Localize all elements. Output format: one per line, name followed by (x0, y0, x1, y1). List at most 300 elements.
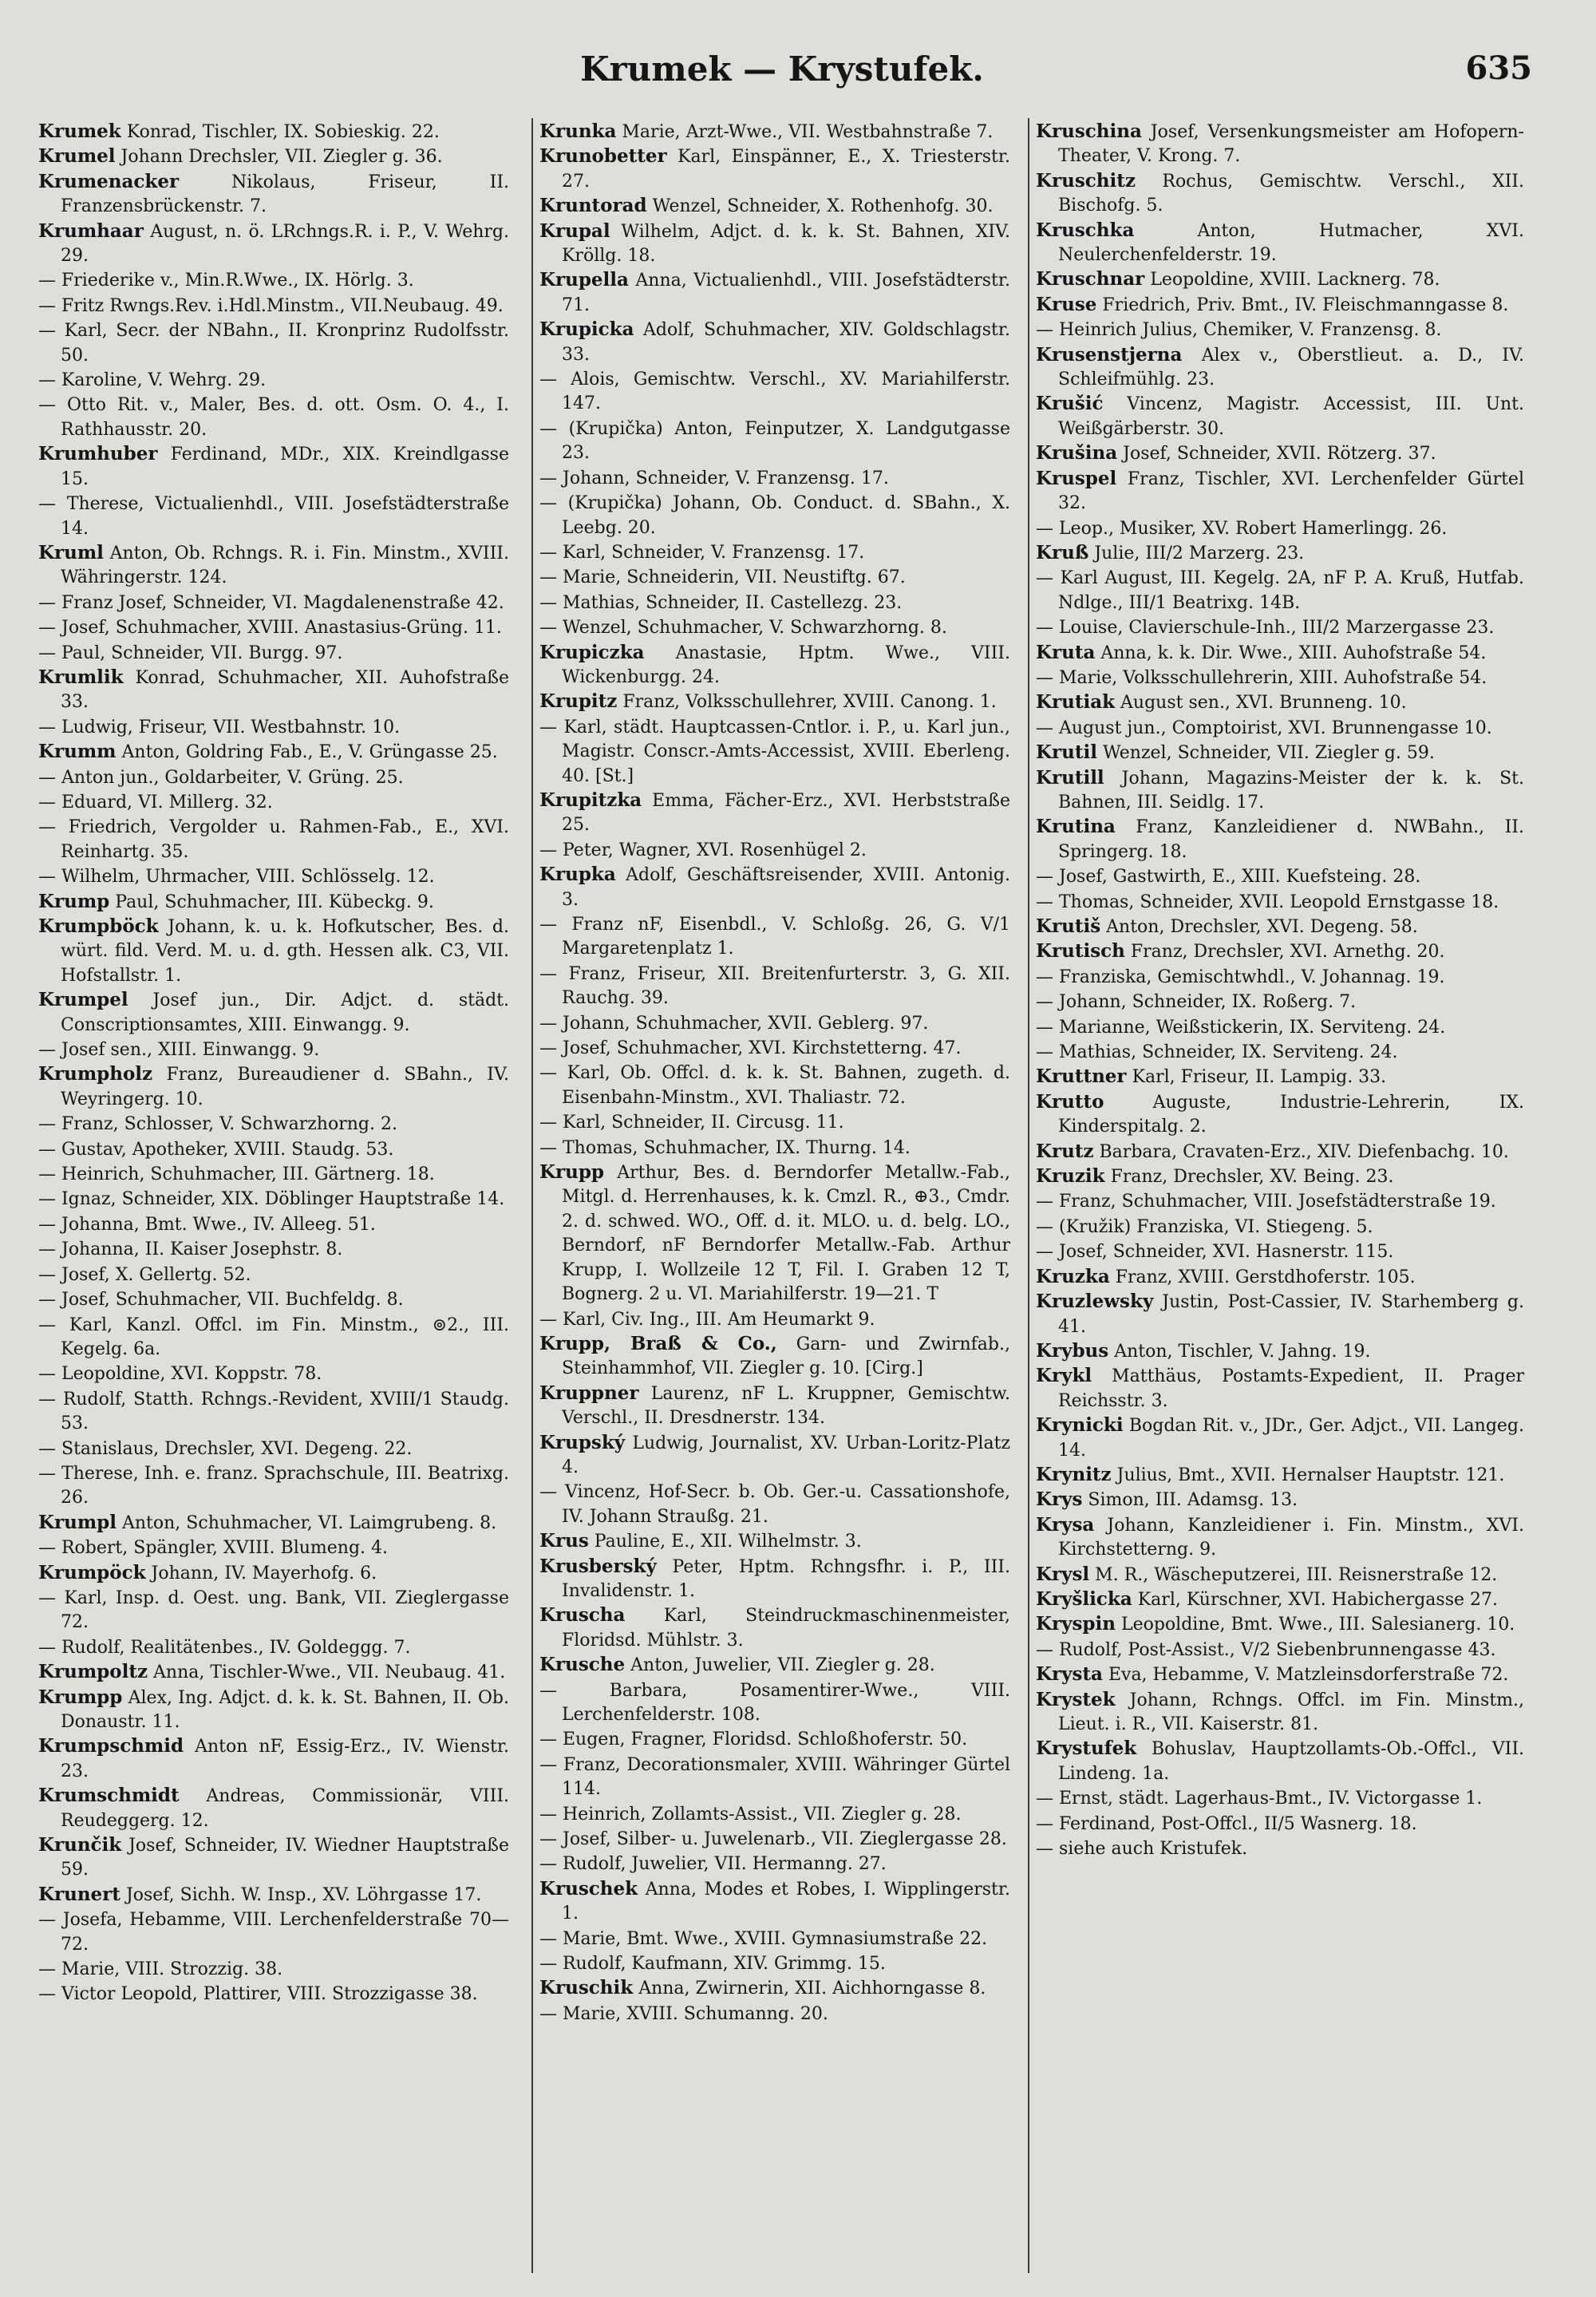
directory-entry (539, 1678, 1010, 1728)
directory-entry (1036, 1812, 1524, 1836)
entry-details: — Karl, Ob. Offcl. d. k. k. St. Bahnen, zugeth. d. Eisenbahn-Minstm., XVI. Thaliastr. 72. (539, 1063, 1010, 1108)
column-divider (1028, 118, 1029, 2273)
entry-details: — Karl, Kanzl. Offcl. im Fin. Minstm., ⊚2., III. Kegelg. 6a. (38, 1315, 509, 1359)
entry-details: Arthur, Bes. d. Berndorfer Metallw.-Fab., Mitgl. d. Herrenhauses, k. k. Cmzl. R., ⊕3., Cmdr. 2. d. schwed. WO., Off. d. it. MLO. u. d. belg. LO., Berndorf, nF Berndorfer Metallw.-Fab. Arthur Krupp, I. Wollzeile 12 T, Fil. I. Graben 12 T, Bognerg. 2 u. VI. Mariahilferstr. 19—21. T (562, 1163, 1010, 1305)
entry-details: Nikolaus, Friseur, II. Franzensbrückenstr. 7. (61, 172, 510, 217)
entry-details: — Eugen, Fragner, Floridsd. Schloßhoferstr. 50. (539, 1730, 968, 1750)
directory-entry (1036, 965, 1524, 990)
directory-entry (38, 170, 509, 219)
entry-details: — Karl, städt. Hauptcassen-Cntlor. i. P., u. Karl jun., Magistr. Conscr.-Amts-Accessist, XVIII. Eberleng. 40. [St.] (539, 717, 1010, 786)
directory-entry (1036, 766, 1524, 816)
entry-details: Karl, Kürschner, XVI. Habichergasse 27. (1137, 1589, 1498, 1610)
entry-surname: Kryspin (1036, 1613, 1116, 1635)
entry-details: M. R., Wäscheputzerei, III. Reisnerstraße 12. (1095, 1564, 1498, 1585)
entry-details: — Alois, Gemischtw. Verschl., XV. Mariahilferstr. 147. (539, 370, 1010, 414)
entry-surname: Krunka (539, 121, 617, 142)
entry-details: — Thomas, Schneider, XVII. Leopold Ernstgasse 18. (1036, 892, 1499, 912)
directory-entry (38, 1062, 509, 1112)
directory-entry (1036, 516, 1524, 541)
entry-details: — Peter, Wagner, XVI. Rosenhügel 2. (539, 840, 867, 860)
directory-entry (1036, 990, 1524, 1014)
directory-entry (539, 1653, 1010, 1678)
directory-entry (1036, 1587, 1524, 1612)
directory-entry (1036, 939, 1524, 964)
entry-surname: Krumel (38, 145, 116, 168)
entry-details: Paul, Schuhmacher, III. Kübeckg. 9. (115, 892, 434, 912)
directory-entry (1036, 1339, 1524, 1364)
entry-details: — Marianne, Weißstickerin, IX. Serviteng. 24. (1036, 1017, 1446, 1038)
directory-entry (38, 641, 509, 666)
entry-details: Konrad, Tischler, IX. Sobieskig. 22. (126, 122, 440, 142)
entry-details: Wenzel, Schneider, X. Rothenhofg. 30. (652, 196, 994, 217)
directory-entry (38, 442, 509, 492)
entry-details: — Otto Rit. v., Maler, Bes. d. ott. Osm. O. 4., I. Rathhausstr. 20. (38, 395, 509, 440)
entry-surname: Krystek (1036, 1688, 1116, 1710)
entry-surname: Kruzka (1036, 1265, 1110, 1287)
entry-details: — Vincenz, Hof-Secr. b. Ob. Ger.-u. Cassationshofe, IV. Johann Straußg. 21. (539, 1482, 1010, 1527)
directory-entry (38, 988, 509, 1038)
entry-details: — (Krupička) Anton, Feinputzer, X. Landgutgasse 23. (539, 418, 1010, 464)
directory-entry (1036, 1413, 1524, 1463)
directory-entry (1036, 1164, 1524, 1189)
entry-surname: Kruse (1036, 293, 1097, 315)
entry-surname: Krutil (1036, 741, 1097, 764)
directory-entry (38, 591, 509, 615)
directory-entry (1036, 864, 1524, 889)
entry-surname: Krusberský (539, 1555, 657, 1577)
directory-entry (38, 1038, 509, 1062)
entry-details: Bogdan Rit. v., JDr., Ger. Adjct., VII. Langeg. 14. (1058, 1416, 1525, 1461)
entry-surname: Krys (1036, 1489, 1083, 1511)
directory-entry (1036, 1786, 1524, 1811)
entry-surname: Krunert (38, 1883, 120, 1905)
directory-entry (38, 318, 509, 368)
column-divider (531, 118, 533, 2273)
entry-surname: Krysa (1036, 1513, 1095, 1536)
entry-surname: Krumpböck (38, 915, 159, 937)
entry-details: Josef, Sichh. W. Insp., XV. Löhrgasse 17. (125, 1884, 482, 1905)
directory-entry (1036, 343, 1524, 393)
entry-details: Ludwig, Journalist, XV. Urban-Loritz-Platz 4. (562, 1433, 1011, 1477)
entry-surname: Krusenstjerna (1036, 343, 1183, 366)
entry-surname: Kruschek (539, 1877, 638, 1900)
directory-entry (539, 367, 1010, 417)
entry-details: Josef, Schneider, XVII. Rötzerg. 37. (1123, 444, 1436, 465)
directory-entry (539, 1160, 1010, 1307)
entry-details: Garn- und Zwirnfab., Steinhammhof, VII. Ziegler g. 10. [Cirg.] (562, 1334, 1010, 1379)
directory-entry (539, 1603, 1010, 1653)
directory-entry (539, 318, 1010, 367)
directory-entry (539, 789, 1010, 838)
directory-entry (539, 1480, 1010, 1529)
directory-entry (539, 1753, 1010, 1802)
entry-surname: Krupský (539, 1431, 626, 1453)
entry-details: — Mathias, Schneider, IX. Serviteng. 24. (1036, 1042, 1398, 1063)
entry-details: Johann, IV. Mayerhofg. 6. (151, 1563, 377, 1583)
page-title: Krumek — Krystufek. (580, 49, 984, 89)
entry-details: — August jun., Comptoirist, XVI. Brunnengasse 10. (1036, 718, 1492, 738)
directory-entry (1036, 219, 1524, 268)
entry-details: Anastasie, Hptm. Wwe., VIII. Wickenburgg. 24. (562, 642, 1010, 687)
entry-details: Simon, III. Adamsg. 13. (1088, 1490, 1298, 1511)
directory-entry (38, 294, 509, 318)
entry-surname: Krumhuber (38, 443, 158, 465)
directory-entry (539, 1852, 1010, 1876)
entry-details: — Louise, Clavierschule-Inh., III/2 Marzergasse 23. (1036, 618, 1495, 638)
entry-details: — Josef, Schuhmacher, VII. Buchfeldg. 8. (38, 1290, 404, 1311)
entry-details: Franz, Kanzleidiener d. NWBahn., II. Springerg. 18. (1058, 817, 1524, 862)
directory-entry (38, 1437, 509, 1461)
directory-entry (1036, 666, 1524, 690)
directory-entry (38, 1833, 509, 1883)
directory-entry (539, 144, 1010, 194)
directory-entry (539, 1976, 1010, 2001)
directory-entry (38, 1586, 509, 1635)
directory-entry (38, 1313, 509, 1362)
entry-details: — Therese, Inh. e. franz. Sprachschule, III. Beatrixg. 26. (38, 1463, 509, 1508)
entry-details: Josef jun., Dir. Adjct. d. städt. Conscriptionsamtes, XIII. Einwangg. 9. (61, 990, 509, 1035)
directory-entry (38, 541, 509, 591)
entry-details: — Rudolf, Kaufmann, XIV. Grimmg. 15. (539, 1954, 886, 1975)
directory-entry (539, 1827, 1010, 1852)
entry-details: Johann Drechsler, VII. Ziegler g. 36. (120, 147, 443, 168)
entry-surname: Krutiš (1036, 915, 1101, 937)
entry-details: Julie, III/2 Marzerg. 23. (1094, 543, 1305, 563)
entry-surname: Krupiczka (539, 641, 645, 663)
entry-details: Anton, Schuhmacher, VI. Laimgrubeng. 8. (122, 1512, 497, 1533)
directory-entry (1036, 1015, 1524, 1040)
directory-entry (1036, 1463, 1524, 1488)
entry-surname: Krupka (539, 864, 616, 886)
directory-entry (1036, 541, 1524, 566)
entry-details: — Thomas, Schuhmacher, IX. Thurng. 14. (539, 1137, 911, 1158)
entry-details: — Fritz Rwngs.Rev. i.Hdl.Minstm., VII.Neubaug. 49. (38, 295, 504, 316)
entry-surname: Krysl (1036, 1563, 1090, 1585)
directory-entry (539, 615, 1010, 640)
directory-entry (1036, 1688, 1524, 1738)
entry-surname: Krumpl (38, 1511, 117, 1533)
entry-surname: Kruschnar (1036, 268, 1145, 291)
entry-details: — Barbara, Posamentirer-Wwe., VIII. Lerchenfelderstr. 108. (539, 1680, 1010, 1725)
entry-details: Ferdinand, MDr., XIX. Kreindlgasse 15. (61, 445, 509, 489)
entry-details: — Johann, Schneider, V. Franzensg. 17. (539, 468, 889, 488)
entry-details: Anna, k. k. Dir. Wwe., XIII. Auhofstraße 54. (1100, 642, 1487, 663)
directory-entry (539, 1727, 1010, 1752)
entry-details: — Ernst, städt. Lagerhaus-Bmt., IV. Victorgasse 1. (1036, 1789, 1483, 1809)
directory-entry (539, 641, 1010, 690)
entry-details: Anton, Goldring Fab., E., V. Grüngasse 25. (121, 742, 498, 763)
directory-entry (539, 1927, 1010, 1951)
entry-details: — Rudolf, Post-Assist., V/2 Siebenbrunnengasse 43. (1036, 1639, 1496, 1660)
entry-details: — Josef, Silber- u. Juwelenarb., VII. Zieglergasse 28. (539, 1829, 1007, 1850)
entry-details: — Franz, Schuhmacher, VIII. Josefstädterstraße 19. (1036, 1192, 1496, 1212)
directory-column-1 (38, 120, 509, 2007)
directory-entry (38, 1263, 509, 1287)
directory-entry (539, 690, 1010, 714)
entry-details: — Leop., Musiker, XV. Robert Hamerlingg. 26. (1036, 518, 1448, 539)
entry-surname: Krutiak (1036, 691, 1116, 714)
entry-surname: Krunčik (38, 1834, 122, 1856)
directory-column-3 (1036, 120, 1524, 1861)
directory-entry (38, 1162, 509, 1187)
entry-details: — Marie, VIII. Strozzig. 38. (38, 1959, 283, 1980)
entry-details: — Karl, Schneider, II. Circusg. 11. (539, 1113, 844, 1133)
directory-entry (539, 1036, 1010, 1061)
directory-entry (38, 1362, 509, 1386)
entry-surname: Kruml (38, 541, 104, 563)
entry-details: — Karl, Schneider, V. Franzensg. 17. (539, 542, 865, 563)
entry-details: — Franz, Schlosser, V. Schwarzhorng. 2. (38, 1114, 397, 1135)
directory-entry (38, 615, 509, 640)
entry-details: Josef, Versenkungsmeister am Hofopern-Theater, V. Krong. 7. (1058, 122, 1524, 167)
entry-details: — Heinrich, Schuhmacher, III. Gärtnerg. 18. (38, 1164, 435, 1185)
directory-entry (1036, 1737, 1524, 1786)
entry-surname: Krumpel (38, 989, 128, 1011)
directory-entry (1036, 1065, 1524, 1089)
directory-entry (38, 1511, 509, 1536)
directory-entry (539, 1877, 1010, 1927)
directory-entry (1036, 1290, 1524, 1339)
entry-surname: Krupp, Braß & Co., (539, 1332, 777, 1354)
directory-entry (38, 715, 509, 740)
entry-details: — Marie, Schneiderin, VII. Neustiftg. 67. (539, 567, 906, 588)
entry-surname: Krybus (1036, 1339, 1109, 1362)
directory-entry (1036, 169, 1524, 219)
directory-entry (1036, 890, 1524, 915)
entry-details: — Eduard, VI. Millerg. 32. (38, 792, 273, 812)
directory-entry (1036, 293, 1524, 318)
entry-details: Johann, Rchngs. Offcl. im Fin. Minstm., Lieut. i. R., VII. Kaiserstr. 81. (1058, 1690, 1525, 1734)
entry-details: — Johann, Schuhmacher, XVII. Geblerg. 97. (539, 1013, 929, 1034)
directory-entry (38, 268, 509, 293)
entry-details: — Franz nF, Eisenbdl., V. Schloßg. 26, G. V/1 Margaretenplatz 1. (539, 915, 1010, 959)
entry-details: — Marie, Bmt. Wwe., XVIII. Gymnasiumstraße 22. (539, 1928, 988, 1949)
directory-entry (539, 1110, 1010, 1135)
entry-details: Adolf, Geschäftsreisender, XVIII. Antonig. 3. (562, 865, 1010, 910)
entry-surname: Kruppner (539, 1382, 639, 1404)
entry-details: — Johann, Schneider, IX. Roßerg. 7. (1036, 992, 1357, 1013)
entry-details: Anton, Ob. Rchngs. R. i. Fin. Minstm., XVIII. Währingerstr. 124. (61, 543, 509, 588)
entry-details: — Gustav, Apotheker, XVIII. Staudg. 53. (38, 1139, 394, 1160)
entry-surname: Krupicka (539, 318, 634, 341)
entry-details: Marie, Arzt-Wwe., VII. Westbahnstraße 7. (622, 122, 994, 142)
page-header (32, 49, 1532, 105)
entry-details: August sen., XVI. Brunneng. 10. (1120, 693, 1407, 714)
entry-surname: Krutisch (1036, 940, 1125, 963)
entry-details: Emma, Fächer-Erz., XVI. Herbststraße 25. (562, 790, 1010, 836)
entry-details: — Ignaz, Schneider, XIX. Döblinger Hauptstraße 14. (38, 1189, 505, 1210)
entry-details: Josef, Schneider, IV. Wiedner Hauptstraße 59. (61, 1836, 509, 1880)
directory-entry (1036, 690, 1524, 715)
entry-surname: Krus (539, 1530, 589, 1552)
directory-entry (539, 194, 1010, 219)
directory-entry (539, 912, 1010, 962)
directory-column-2 (539, 120, 1010, 2026)
entry-surname: Krumschmidt (38, 1785, 180, 1807)
directory-entry (38, 1784, 509, 1833)
entry-surname: Kruttner (1036, 1065, 1127, 1088)
directory-entry (38, 765, 509, 790)
entry-surname: Kruscha (539, 1604, 626, 1627)
entry-details: Anton, Hutmacher, XVI. Neulerchenfelderstr. 19. (1058, 220, 1524, 266)
directory-entry (38, 1635, 509, 1660)
directory-entry (539, 1136, 1010, 1160)
directory-entry (1036, 915, 1524, 939)
directory-entry (38, 915, 509, 988)
directory-entry (539, 1332, 1010, 1382)
entry-details: Anton nF, Essig-Erz., IV. Wienstr. 23. (61, 1737, 509, 1781)
entry-surname: Krumpoltz (38, 1661, 148, 1683)
entry-surname: Kryšlicka (1036, 1587, 1132, 1610)
entry-details: Franz, Bureaudiener d. SBahn., IV. Weyringerg. 10. (61, 1065, 510, 1109)
entry-details: Eva, Hebamme, V. Matzleinsdorferstraße 72. (1108, 1665, 1509, 1686)
directory-entry (539, 1431, 1010, 1481)
page-number: 635 (1465, 49, 1532, 87)
entry-surname: Krupitzka (539, 789, 642, 811)
entry-details: — Therese, Victualienhdl., VIII. Josefstädterstraße 14. (38, 494, 509, 539)
entry-details: — Rudolf, Realitätenbes., IV. Goldeggg. 7. (38, 1637, 411, 1658)
entry-surname: Krumpholz (38, 1063, 153, 1085)
entry-details: — Franz Josef, Schneider, VI. Magdalenenstraße 42. (38, 592, 504, 613)
entry-details: Alex, Ing. Adjct. d. k. k. St. Bahnen, II. Ob. Donaustr. 11. (61, 1687, 509, 1732)
directory-entry (1036, 641, 1524, 666)
entry-details: — Franziska, Gemischtwhdl., V. Johannag. 19. (1036, 967, 1445, 987)
entry-surname: Krutz (1036, 1140, 1094, 1162)
entry-details: — Robert, Spängler, XVIII. Blumeng. 4. (38, 1538, 389, 1559)
directory-entry (38, 1982, 509, 2006)
entry-surname: Krumpöck (38, 1561, 146, 1583)
entry-details: Rochus, Gemischtw. Verschl., XII. Bischofg. 5. (1058, 171, 1524, 216)
entry-surname: Krumm (38, 741, 117, 763)
directory-entry (38, 1461, 509, 1511)
entry-surname: Krutto (1036, 1090, 1104, 1113)
entry-details: — Franz, Friseur, XII. Breitenfurterstr. 3, G. XII. Rauchg. 39. (539, 963, 1010, 1009)
entry-details: — Friedrich, Vergolder u. Rahmen-Fab., E., XVI. Reinhartg. 35. (38, 817, 509, 862)
entry-details: Alex v., Oberstlieut. a. D., IV. Schleifmühlg. 23. (1058, 345, 1524, 390)
entry-details: — Josef, X. Gellertg. 52. (38, 1264, 251, 1285)
directory-entry (539, 2002, 1010, 2026)
directory-entry (1036, 1140, 1524, 1164)
directory-entry (539, 1529, 1010, 1554)
entry-details: Anton, Juwelier, VII. Ziegler g. 28. (630, 1655, 935, 1676)
entry-details: Auguste, Industrie-Lehrerin, IX. Kinderspitalg. 2. (1058, 1092, 1524, 1137)
directory-entry (1036, 1040, 1524, 1065)
entry-details: — Marie, XVIII. Schumanng. 20. (539, 2003, 828, 2024)
entry-details: Karl, Einspänner, E., X. Triesterstr. 27. (562, 147, 1010, 192)
directory-entry (1036, 1563, 1524, 1587)
entry-details: — Karl August, III. Kegelg. 2A, nF P. A. Kruß, Hutfab. Ndlge., III/1 Beatrixg. 14B. (1036, 568, 1524, 613)
entry-details: — Johanna, Bmt. Wwe., IV. Alleeg. 51. (38, 1214, 376, 1235)
entry-details: — Ferdinand, Post-Offcl., II/5 Wasnerg. 18. (1036, 1813, 1417, 1834)
directory-entry (38, 368, 509, 393)
directory-entry (539, 120, 1010, 144)
entry-details: — Josef, Gastwirth, E., XIII. Kuefsteing. 28. (1036, 867, 1421, 888)
entry-details: Justin, Post-Cassier, IV. Starhemberg g. 41. (1058, 1292, 1524, 1337)
directory-entry (1036, 1265, 1524, 1290)
directory-entry (1036, 1836, 1524, 1861)
entry-surname: Krupal (539, 219, 610, 242)
directory-entry (539, 1555, 1010, 1604)
entry-surname: Krutill (1036, 766, 1104, 789)
directory-entry (38, 815, 509, 864)
entry-surname: Krumpp (38, 1686, 123, 1708)
entry-surname: Krunobetter (539, 145, 667, 168)
directory-entry (539, 417, 1010, 466)
entry-details: Wilhelm, Adjct. d. k. k. St. Bahnen, XIV. Kröllg. 18. (562, 221, 1010, 267)
directory-entry (1036, 267, 1524, 292)
directory-entry (1036, 716, 1524, 741)
entry-details: — (Kružik) Franziska, VI. Stiegeng. 5. (1036, 1216, 1373, 1237)
entry-surname: Krupitz (539, 690, 618, 713)
entry-surname: Kruschik (539, 1977, 634, 1999)
entry-surname: Kruta (1036, 641, 1096, 663)
entry-details: — Josef sen., XIII. Einwangg. 9. (38, 1040, 320, 1061)
directory-entry (539, 962, 1010, 1011)
entry-surname: Kruzlewsky (1036, 1291, 1154, 1313)
entry-details: — Franz, Decorationsmaler, XVIII. Währinger Gürtel 114. (539, 1754, 1010, 1800)
directory-entry (38, 666, 509, 715)
directory-entry (539, 219, 1010, 269)
directory-entry (539, 565, 1010, 590)
directory-entry (38, 1187, 509, 1212)
directory-entry (539, 863, 1010, 912)
entry-surname: Krupp (539, 1161, 604, 1184)
directory-entry (38, 1686, 509, 1735)
entry-details: — Marie, Volksschullehrerin, XIII. Auhofstraße 54. (1036, 667, 1487, 688)
entry-details: Anna, Victualienhdl., VIII. Josefstädterstr. 71. (562, 271, 1010, 315)
directory-entry (539, 540, 1010, 565)
directory-entry (1036, 566, 1524, 615)
entry-surname: Krynitz (1036, 1463, 1112, 1485)
directory-entry (38, 1561, 509, 1586)
entry-details: Franz, Drechsler, XV. Being. 23. (1110, 1167, 1394, 1188)
directory-entry (539, 466, 1010, 491)
directory-entry (1036, 392, 1524, 441)
entry-details: — Karl, Civ. Ing., III. Am Heumarkt 9. (539, 1309, 875, 1330)
directory-entry (38, 1660, 509, 1685)
entry-surname: Krumpschmid (38, 1735, 184, 1757)
entry-details: — Mathias, Schneider, II. Castellezg. 23. (539, 592, 903, 613)
entry-surname: Krušić (1036, 393, 1104, 415)
directory-entry (539, 491, 1010, 540)
directory-entry (1036, 1488, 1524, 1512)
entry-details: Franz, Tischler, XVI. Lerchenfelder Gürtel 32. (1058, 468, 1524, 514)
entry-details: — Heinrich, Zollamts-Assist., VII. Ziegler g. 28. (539, 1804, 962, 1825)
entry-surname: Kruschka (1036, 219, 1135, 241)
entry-details: — (Krupička) Johann, Ob. Conduct. d. SBahn., X. Leebg. 20. (539, 493, 1010, 538)
entry-surname: Kruntorad (539, 195, 647, 217)
directory-entry (38, 1734, 509, 1784)
entry-surname: Krusche (539, 1654, 626, 1676)
directory-entry (539, 1382, 1010, 1431)
directory-entry (38, 1112, 509, 1137)
entry-details: — Wilhelm, Uhrmacher, VIII. Schlösselg. 12. (38, 867, 435, 888)
entry-details: — Victor Leopold, Plattirer, VIII. Strozzigasse 38. (38, 1984, 478, 2005)
entry-details: — Wenzel, Schuhmacher, V. Schwarzhorng. 8. (539, 618, 947, 638)
entry-details: Anna, Zwirnerin, XII. Aichhorngasse 8. (638, 1979, 986, 1999)
directory-entry (38, 1212, 509, 1237)
entry-details: — Friederike v., Min.R.Wwe., IX. Hörlg. 3. (38, 271, 414, 291)
directory-entry (38, 1387, 509, 1437)
directory-entry (1036, 1364, 1524, 1413)
directory-entry (38, 864, 509, 889)
entry-surname: Krumek (38, 121, 121, 142)
entry-surname: Kruspel (1036, 467, 1117, 489)
directory-entry (1036, 318, 1524, 342)
entry-details: Johann, Magazins-Meister der k. k. St. Bahnen, III. Seidlg. 17. (1058, 768, 1524, 812)
directory-entry (38, 120, 509, 144)
directory-entry (1036, 815, 1524, 864)
